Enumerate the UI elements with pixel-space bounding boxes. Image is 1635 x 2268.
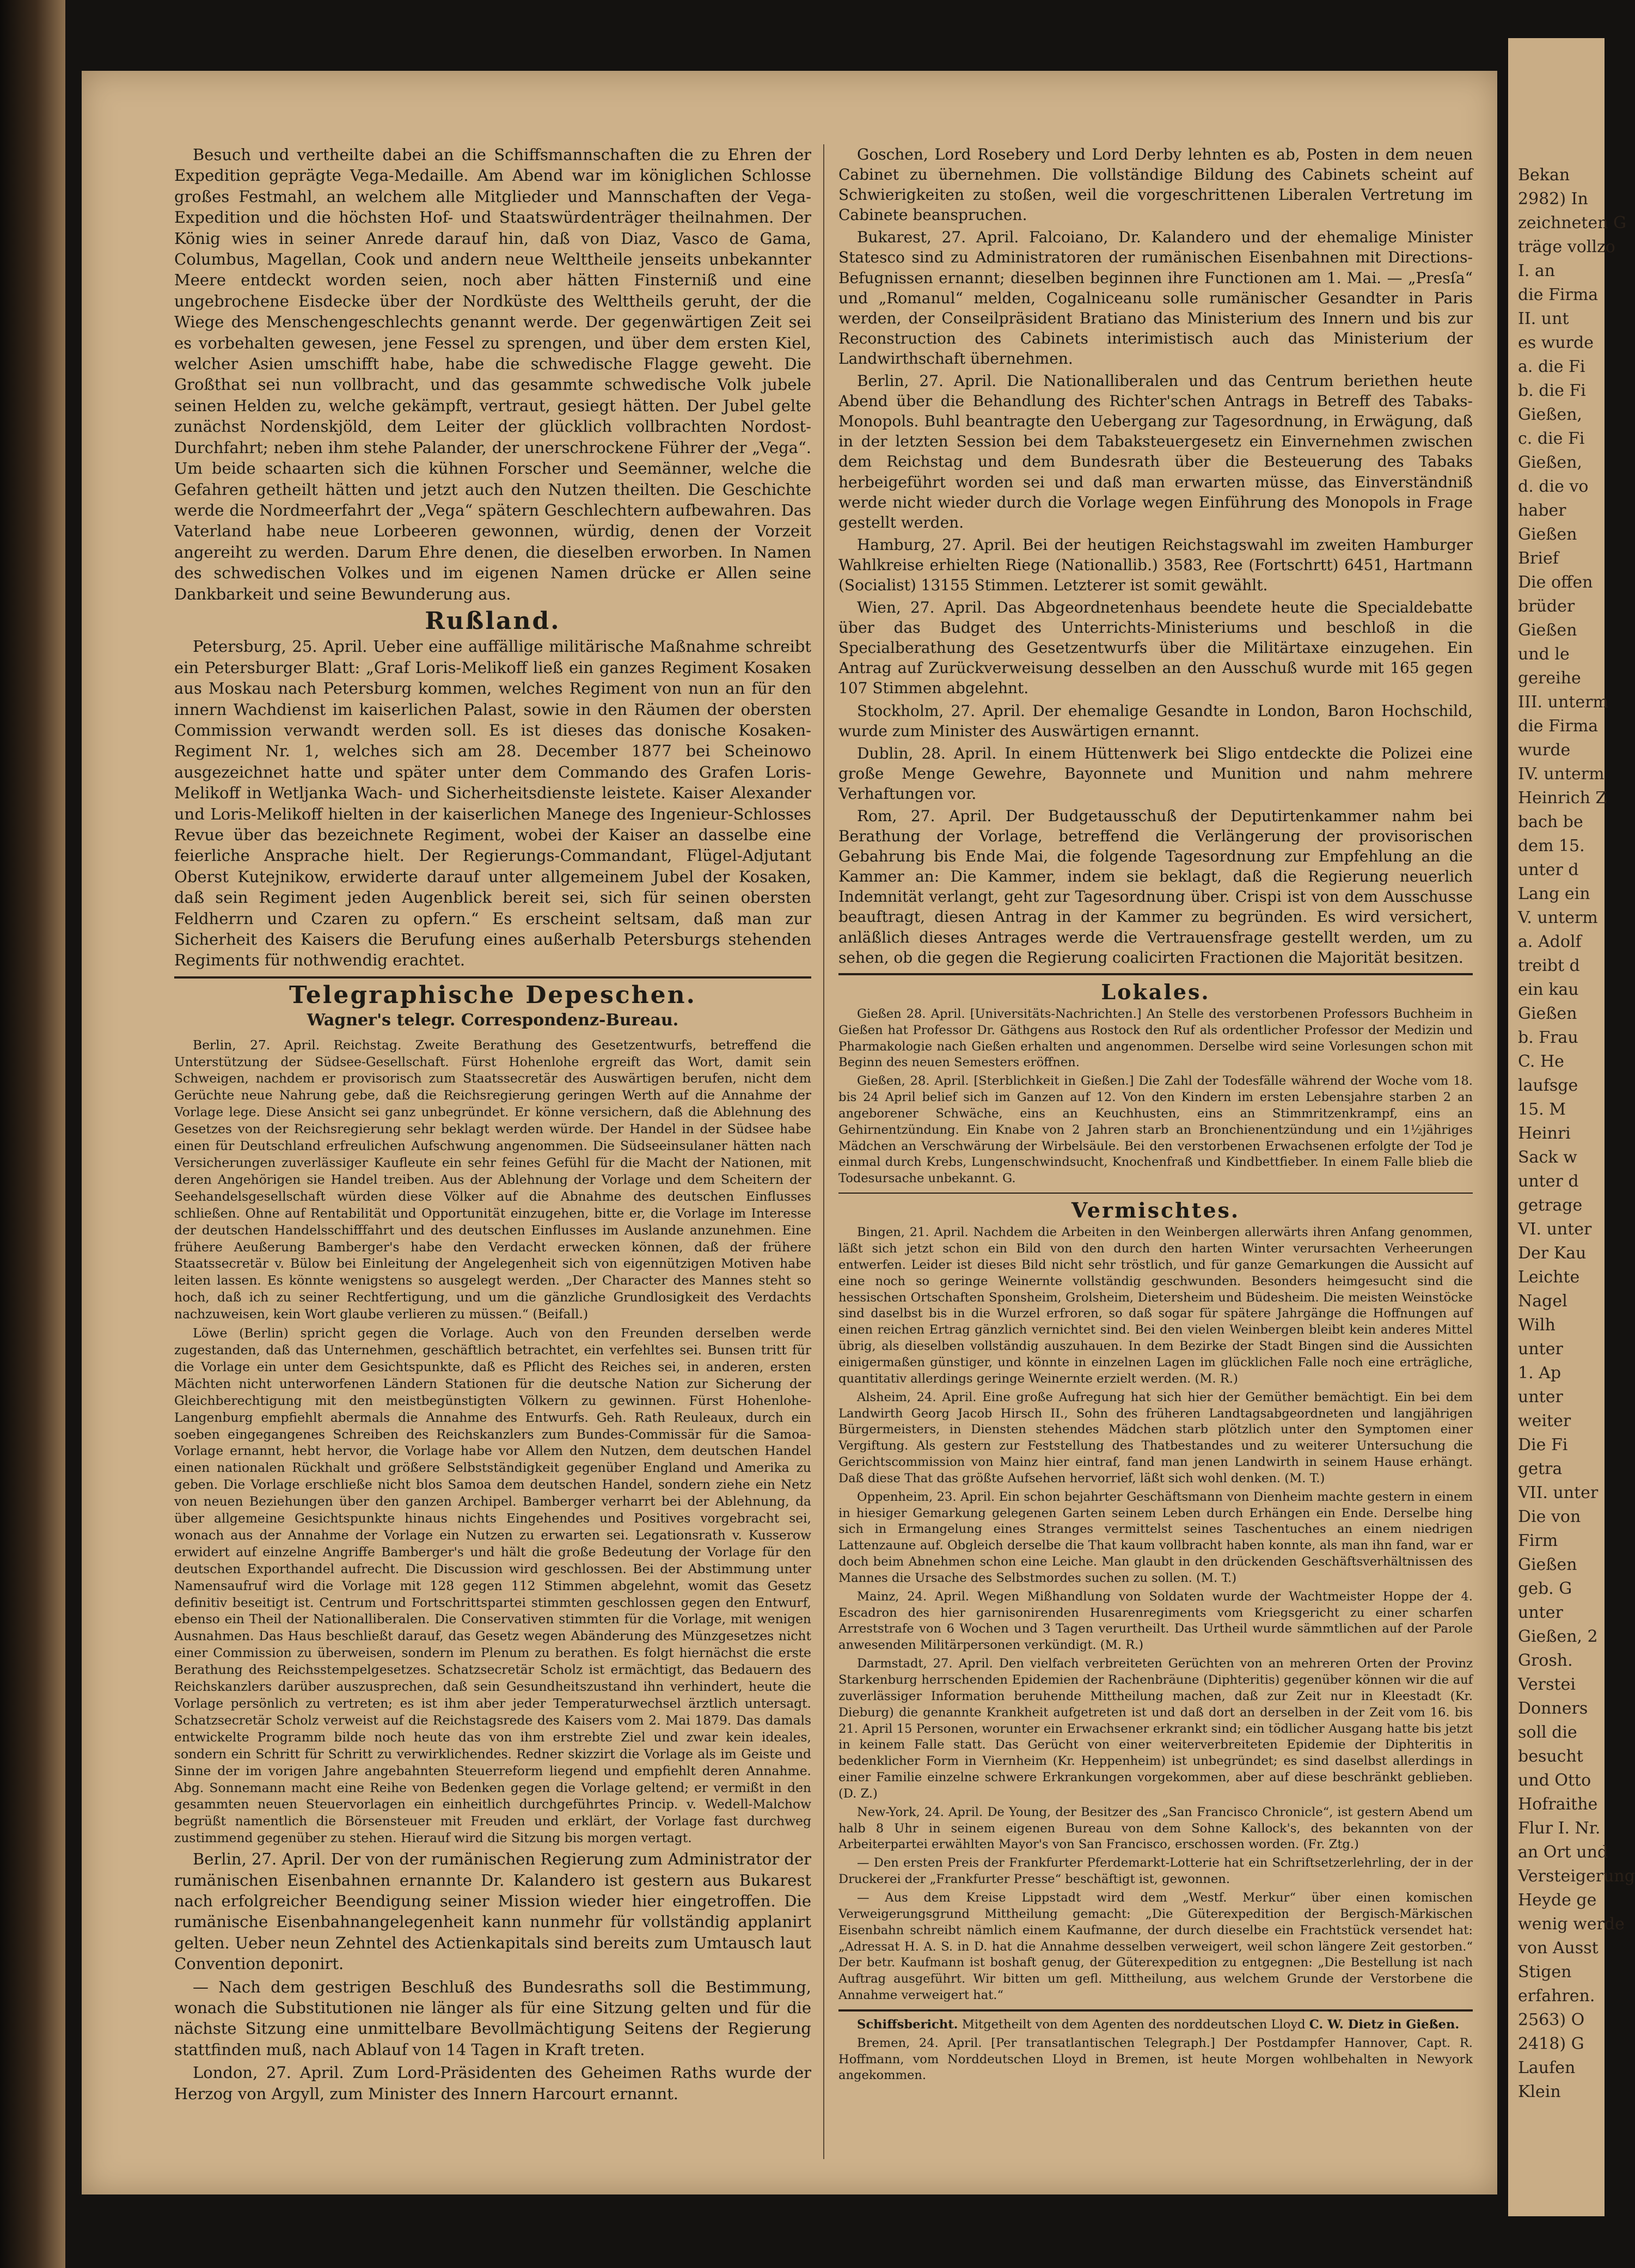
adjacent-page-line: Nagel	[1518, 1292, 1567, 1311]
dispatch-item: Rom, 27. April. Der Budgetausschuß der Deputirtenkammer nahm bei Berathung der Vorlage, betreffend die Verlängerung der provisorischen Gebahrung bis Ende Mai, die folgende Tagesordnung zur Empfehlung an die Kammer an: Die Kammer, indem sie beklagt, daß die Regierung neuerlich Indemnität verlangt, geht zur Tagesordnung über. Crispi ist von dem Ausschusse beauftragt, diesen Antrag in der Kammer zu begründen. Es wird versichert, anläßlich dieses Antrages werde die Vertrauensfrage gestellt werden, um zu sehen, ob die gegen die Regierung coalicirten Fractionen die Majorität besitzen.	[838, 807, 1473, 967]
adjacent-page-line: VII. unter	[1518, 1483, 1599, 1502]
adjacent-page-line: geb. G	[1518, 1579, 1572, 1598]
adjacent-page-line: unter	[1518, 1387, 1563, 1407]
adjacent-page-line: b. Frau	[1518, 1028, 1578, 1047]
adjacent-page-line: Heyde ge	[1518, 1891, 1597, 1910]
adjacent-page-line: III. unterm	[1518, 693, 1608, 712]
dispatch-item: Berlin, 27. April. Reichstag. Zweite Berathung des Gesetzentwurfs, betreffend die Unterstützung der Südsee-Gesellschaft. Fürst Hohenlohe ergreift das Wort, damit sein Schweigen, nachdem er provisorisch zum Staatssecretär des Auswärtigen berufen, nicht dem Gerüchte neue Nahrung gebe, daß die Reichsregierung geringen Werth auf die Annahme der Vorlage lege. Diese Ansicht sei ganz unbegründet. Er könne versichern, daß die Ablehnung des Gesetzes von der Reichsregierung sehr beklagt werden würde. Der Handel in der Südsee habe einen für Deutschland erfreulichen Aufschwung angenommen. Die Südseeinsulaner hätten nach Versicherungen zuverlässiger Kaufleute ein sehr feines Gefühl für die Macht der Nationen, mit deren Angehörigen sie Handel treiben. Aus der Ablehnung der Vorlage und dem Scheitern der Seehandelsgesellschaft würden diese Völker auf die Abnahme des deutschen Einflusses schließen. Ohne auf Rentabilität und Opportunität einzugehen, bitte er, die Vorlage im Interesse der deutschen Handelsschifffahrt und des deutschen Einflusses im Auslande anzunehmen. Eine frühere Aeußerung Bamberger's habe den Verdacht erwecken können, daß der frühere Staatssecretär v. Bülow bei Einleitung der Angelegenheit sich von eigennützigen Motiven habe leiten lassen. Es könnte wenigstens so ausgelegt werden. „Der Character des Mannes steht so hoch, daß ich zu seiner Rechtfertigung, und um die gänzliche Grundlosigkeit des Verdachts nachzuweisen, kein Wort glaube verlieren zu müssen.“ (Beifall.)	[174, 1037, 811, 1322]
petersburg-article: Petersburg, 25. April. Ueber eine auffällige militärische Maßnahme schreibt ein Petersburger Blatt: „Graf Loris-Melikoff ließ ein ganzes Regiment Kosaken aus Moskau nach Petersburg kommen, welches Regiment von nun an für den innern Wachdienst im kaiserlichen Palast, sowie in den Räumen der obersten Commission verwandt werden soll. Es ist dieses das donische Kosaken-Regiment Nr. 1, welches sich am 28. December 1877 bei Scheinowo ausgezeichnet hatte und später unter dem Commando des Grafen Loris-Melikoff in Wetljanka Wach- und Sicherheitsdienste leistete. Kaiser Alexander und Loris-Melikoff hielten in der kaiserlichen Manege des Ingenieur-Schlosses Revue über das bezeichnete Regiment, wobei der Kaiser an dasselbe eine feierliche Ansprache hielt. Der Regierungs-Commandant, Flügel-Adjutant Oberst Kutejnikow, erwiderte darauf unter allgemeinem Jubel der Kosaken, daß sein Regiment jeden Augenblick bereit sei, sich für seinen obersten Feldherrn und Czaren zu opfern.“ Es erscheint seltsam, daß man zur Sicherheit des Kaisers die Berufung eines außerhalb Petersburgs stehenden Regiments für nothwendig erachtet.	[174, 637, 811, 970]
adjacent-page-line: bach be	[1518, 812, 1583, 832]
adjacent-page-line: 2418) G	[1518, 2034, 1584, 2053]
adjacent-page-line: Die Fi	[1518, 1435, 1568, 1454]
adjacent-page-line: unter	[1518, 1340, 1563, 1359]
adjacent-page-line: Heinrich Z	[1518, 788, 1607, 808]
vermischtes-heading: Vermischtes.	[1071, 1198, 1240, 1223]
adjacent-page-line: getrage	[1518, 1196, 1583, 1215]
russia-heading: Rußland.	[425, 607, 561, 635]
adjacent-page-line: Der Kau	[1518, 1244, 1587, 1263]
adjacent-page-line: a. Adolf	[1518, 932, 1582, 951]
adjacent-page-line: Wilh	[1518, 1316, 1556, 1335]
vermischtes-item: Mainz, 24. April. Wegen Mißhandlung von Soldaten wurde der Wachtmeister Hoppe der 4. Escadron des hier garnisonirenden Husarenregiments vom Kriegsgericht zu einer scharfen Arreststrafe von 6 Wochen und 3 Tagen verurtheilt. Das Urtheil wurde sämmtlichen auf der Parole anwesenden Militärpersonen verkündigt. (M. R.)	[838, 1589, 1473, 1653]
adjacent-page-line: Leichte	[1518, 1268, 1580, 1287]
adjacent-page-line: unter d	[1518, 1172, 1579, 1191]
adjacent-page-line: 15. M	[1518, 1100, 1566, 1119]
dispatch-item: Stockholm, 27. April. Der ehemalige Gesandte in London, Baron Hochschild, wurde zum Minister des Auswärtigen ernannt.	[838, 701, 1473, 740]
adjacent-page-line: Bekan	[1518, 166, 1570, 185]
adjacent-page-line: b. die Fi	[1518, 381, 1586, 400]
adjacent-page-line: an Ort und	[1518, 1843, 1608, 1862]
adjacent-page-line: erfahren.	[1518, 1986, 1595, 2006]
shipping-intro: Mitgetheilt von dem Agenten des norddeutschen Lloyd	[962, 2017, 1306, 2032]
adjacent-page-line: Sack w	[1518, 1148, 1577, 1167]
dispatch-item: Berlin, 27. April. Der von der rumänischen Regierung zum Administrator der rumänischen Eisenbahnen ernannte Dr. Kalandero ist gestern aus Bukarest nach erfolgreicher Beendigung seiner Mission wieder hier eingetroffen. Die rumänische Eisenbahnangelegenheit kann nunmehr für vollständig applanirt gelten. Ueber neun Zehntel des Actienkapitals sind bereits zum Umtausch laut Convention deponirt.	[174, 1850, 811, 1973]
dispatch-item: Bukarest, 27. April. Falcoiano, Dr. Kalandero und der ehemalige Minister Statesco sind zu Administratoren der rumänischen Eisenbahnen mit Directions-Befugnissen ernannt; dieselben beginnen ihre Functionen am 1. Mai. — „Presſa“ und „Romanul“ melden, Cogalniceanu solle rumänischer Gesandter in Paris werden, der Conseilpräsident Bratiano das Ministerium des Innern und bis zur Reconstruction des Cabinets interimistisch auch das Ministerium der Landwirthschaft übernehmen.	[838, 228, 1473, 368]
adjacent-page-line: es wurde	[1518, 333, 1594, 352]
adjacent-page-line: getra	[1518, 1459, 1563, 1478]
telegraph-dispatches	[174, 1037, 811, 1847]
section-rule	[838, 1193, 1473, 1194]
vermischtes-item: Bingen, 21. April. Nachdem die Arbeiten in den Weinbergen allerwärts ihren Anfang genommen, läßt sich jetzt schon ein Bild von den durch den harten Winter verursachten Verheerungen entwerfen. Leider ist dieses Bild nicht sehr tröstlich, und für ganze Gemarkungen die Aussicht auf eine noch so geringe Weinernte vollständig geschwunden. Besonders heimgesucht sind die hessischen Ortschaften Sponsheim, Grolsheim, Dietersheim und Büdesheim. Die meisten Weinstöcke sind daselbst bis in die Wurzel erfroren, so daß sogar für spätere Jahrgänge die Hoffnungen auf einen reichen Ertrag gänzlich vernichtet sind. Bei den vielen Weinbergen bleibt kein anderes Mittel übrig, als dieselben vollständig auszuhauen. In dem Bezirke der Stadt Bingen sind die Aussichten einigermaßen günstiger, und könnte in einzelnen Lagen im glücklichen Falle noch eine erträgliche, quantitativ allerdings geringe Weinernte erzielt werden. (M. R.)	[838, 1225, 1473, 1386]
lokales-section	[838, 1006, 1473, 1187]
section-rule	[174, 976, 811, 979]
adjacent-page-line: und Otto	[1518, 1771, 1591, 1790]
adjacent-page-line: gereihe	[1518, 669, 1581, 688]
adjacent-page-line: brüder	[1518, 597, 1575, 616]
adjacent-page-line: IV. unterm	[1518, 765, 1605, 784]
adjacent-page-line: Die von	[1518, 1507, 1581, 1526]
adjacent-page-line: 2982) In	[1518, 189, 1588, 209]
shipping-heading: Schiffsbericht.	[857, 2017, 958, 2032]
adjacent-page-line: Versteigerung	[1518, 1867, 1635, 1886]
shipping-text: Bremen, 24. April. [Per transatlantischen Telegraph.] Der Postdampfer Hannover, Capt. R. Hoffmann, vom Norddeutschen Lloyd in Bremen, ist heute Morgen wohlbehalten in Newyork angekommen.	[838, 2035, 1473, 2083]
column-divider	[823, 144, 824, 2159]
adjacent-page-line: von Ausst	[1518, 1939, 1599, 1958]
adjacent-page-line: Gießen,	[1518, 453, 1582, 472]
adjacent-page-line: 1. Ap	[1518, 1364, 1561, 1383]
dispatch-item: Löwe (Berlin) spricht gegen die Vorlage. Auch von den Freunden derselben werde zugestanden, daß das Unternehmen, geschäftlich betrachtet, ein verfehltes sei. Bunsen tritt für die Vorlage ein unter dem Gesichtspunkte, daß es Pflicht des Reiches sei, in anderen, ersten Mächten nicht unterworfenen Ländern Stationen für die deutsche Nation zur Sicherung der Gleichberechtigung mit den meistbegünstigten Völkern zu gewinnen. Fürst Hohenlohe-Langenburg empfiehlt abermals die Annahme des Entwurfs. Geh. Rath Reuleaux, durch ein soeben eingegangenes Schreiben des Reichskanzlers zum Bundes-Commissär für die Samoa-Vorlage ernannt, hebt hervor, die Vorlage habe vor Allem den Nutzen, dem deutschen Handel einen nationalen Rückhalt und größere Selbstständigkeit gegenüber England und Amerika zu geben. Die Vorlage erschließe nicht blos Samoa dem deutschen Handel, sondern ziehe ein Netz von neuen Beziehungen über den ganzen Archipel. Bamberger verharrt bei der Ablehnung, da über allgemeine Gesichtspunkte hinaus nichts Eingehendes und Positives vorgebracht sei, wonach aus der Annahme der Vorlage ein Nutzen zu erwarten sei. Legationsrath v. Kusserow erwidert auf einzelne Angriffe Bamberger's und hält die große Bedeutung der Vorlage für den deutschen Exporthandel aufrecht. Die Discussion wird geschlossen. Bei der Abstimmung unter Namensaufruf wird die Vorlage mit 128 gegen 112 Stimmen abgelehnt, womit das Gesetz definitiv beseitigt ist. Centrum und Fortschrittspartei stimmten geschlossen gegen den Entwurf, ebenso ein Theil der Nationalliberalen. Die Conservativen stimmten für die Vorlage, mit wenigen Ausnahmen. Das Haus beschließt darauf, das Gesetz wegen Abänderung des Münzgesetzes nicht einer Commission zu überweisen, sondern im Plenum zu berathen. Es folgt hiernächst die erste Berathung des Reichsstempelgesetzes. Schatzsecretär Scholz ist ermächtigt, das Bedauern des Reichskanzlers darüber auszusprechen, daß sein Gesundheitszustand ihn verhindert, heute die Vorlage persönlich zu vertreten; es ist ihm aber jeder Temperaturwechsel ärztlich untersagt. Schatzsecretär Scholz verweist auf die Reichstagsrede des Kaisers vom 2. Mai 1879. Das damals entwickelte Programm bilde noch heute das von ihm erstrebte Ziel und zwar kein ideales, sondern ein Schritt für Schritt zu verwirklichendes. Redner skizzirt die Vorlage als im Geiste und Sinne der im vorigen Jahre angebahnten Steuerreform liegend und empfiehlt deren Annahme. Abg. Sonnemann macht eine Reihe von Bedenken gegen die Vorlage geltend; er vermißt in den gesammten neuen Steuervorlagen ein einheitlich durchgeführtes Princip. v. Wedell-Malchow begrüßt namentlich die Börsensteuer mit Freuden und erklärt, der Vorlage fast durchweg zustimmend gegenüber zu stehen. Hierauf wird die Sitzung bis morgen vertagt.	[174, 1325, 811, 1846]
adjacent-page-line: träge vollzo	[1518, 237, 1615, 256]
vega-expedition-article: Besuch und vertheilte dabei an die Schiffsmannschaften die zu Ehren der Expedition geprägte Vega-Medaille. Am Abend war im königlichen Schlosse großes Festmahl, an welchem alle Mitglieder und Mannschaften der Vega-Expedition und die höchsten Hof- und Staatswürdenträger theilnahmen. Der König wies in seiner Anrede darauf hin, daß von Diaz, Vasco de Gama, Columbus, Magellan, Cook und andern neue Welttheile jenseits unbekannter Meere entdeckt worden seien, noch aber hätten Finsterniß und eine ungebrochene Eisdecke über der Nordküste des Welttheils geruht, der die Wiege des Menschengeschlechts genannt werde. Der gegenwärtigen Zeit sei es vorbehalten gewesen, jene Fessel zu sprengen, und über dem ersten Kiel, welcher Asien umschifft habe, habe die schwedische Flagge geweht. Die Großthat sei nun vollbracht, und das gesammte schwedische Volk jubele seinen Helden zu, welche gekämpft, vertraut, gesiegt hätten. Der Jubel gelte zunächst Nordenskjöld, dem Leiter der glücklich vollbrachten Nordost-Durchfahrt; neben ihm stehe Palander, der unerschrockene Führer der „Vega“. Um beide schaarten sich die kühnen Forscher und Seemänner, welche die Gefahren getheilt hätten und jetzt auch den Nutzen theilten. Die Geschichte werde die Nordmeerfahrt der „Vega“ spätern Geschlechtern aufbewahren. Das Vaterland habe neue Lorbeeren gewonnen, würdig, denen der Vorzeit angereiht zu werden. Darum Ehre denen, die dieselben erworben. In Namen des schwedischen Volkes und im eigenen Namen drücke er Allen seine Dankbarkeit und seine Bewunderung aus.	[174, 145, 811, 603]
adjacent-page-line: Gießen	[1518, 1555, 1577, 1574]
adjacent-page-line: ein kau	[1518, 980, 1579, 999]
adjacent-page-line: Lang ein	[1518, 884, 1590, 903]
dispatch-item: — Nach dem gestrigen Beschluß des Bundesraths soll die Bestimmung, wonach die Substitutionen nie länger als für eine Sitzung gelten und für die nächste Sitzung eine unmittelbare Bevollmächtigung Seitens der Regierung stattfinden muß, nach Ablauf von 14 Tagen in Kraft treten.	[174, 1977, 811, 2059]
vermischtes-item: Darmstadt, 27. April. Den vielfach verbreiteten Gerüchten von an mehreren Orten der Provinz Starkenburg herrschenden Epidemien der Rachenbräune (Diphteritis) gegenüber können wir die auf zuverlässiger Information beruhende Mittheilung machen, daß zur Zeit nur in Kleestadt (Kr. Dieburg) die genannte Krankheit aufgetreten ist und daß dort an derselben in der Zeit vom 16. bis 21. April 15 Personen, worunter ein Erwachsener erkrankt sind; ein tödlicher Ausgang hatte bis jetzt in keinem Falle statt. Das Gerücht von einer weiterverbreiteten Epidemie der Diphteritis in bedenklicher Form in Viernheim (Kr. Heppenheim) ist unbegründet; es sind daselbst allerdings in einer Familie einzelne schwere Erkrankungen vorgekommen, aber auf diese beschränkt geblieben. (D. Z.)	[838, 1656, 1473, 1801]
adjacent-page-line: Laufen	[1518, 2058, 1576, 2077]
telegraph-subheading: Wagner's telegr. Correspondenz-Bureau.	[307, 1011, 679, 1030]
book-spine	[0, 0, 65, 2268]
lokales-item: Gießen, 28. April. [Sterblichkeit in Gießen.] Die Zahl der Todesfälle während der Woche vom 18. bis 24 April belief sich im Ganzen auf 12. Von den Kindern im ersten Lebensjahre starben 2 an angeborener Schwäche, eins an Keuchhusten, eins an Stimmritzenkrampf, eins an Gehirnentzündung. Ein Knabe von 2 Jahren starb an Bronchienentzündung und ein 1½jähriges Mädchen an Verschwärung der Wirbelsäule. Bei den verstorbenen Erwachsenen erfolgte der Tod je einmal durch Krebs, Lungenschwindsucht, Knochenfraß und Kindbettfieber. In einem Falle blieb die Todesursache unbekannt. G.	[838, 1074, 1473, 1186]
right-column	[838, 144, 1473, 2086]
adjacent-page-line: Donners	[1518, 1699, 1588, 1718]
adjacent-page-line: Heinri	[1518, 1124, 1571, 1143]
adjacent-page-line: Stigen	[1518, 1963, 1572, 1982]
adjacent-page-line: die Firma	[1518, 717, 1599, 736]
adjacent-page-line: Flur I. Nr.	[1518, 1819, 1601, 1838]
adjacent-page-line: VI. unter	[1518, 1220, 1592, 1239]
adjacent-page-line: und le	[1518, 645, 1570, 664]
vermischtes-item: — Aus dem Kreise Lippstadt wird dem „Westf. Merkur“ über einen komischen Verweigerungsgrund Mittheilung gemacht: „Die Güterexpedition der Bergisch-Märkischen Eisenbahn schreibt nämlich einem Kaufmanne, der durch dieselbe ein Frachtstück versendet hat: „Adressat H. A. S. in D. hat die Annahme desselben verweigert, weil schon längere Zeit gestorben.“ Der betr. Kaufmann ist boshaft genug, der Güterexpedition zu entgegnen: „Die Bestellung ist nach Auftrag ausgeführt. Wir bitten um gefl. Mittheilung, aus welchem Grunde der Verstorbene die Annahme verweigert hat.“	[838, 1890, 1473, 2003]
dispatch-item: Goschen, Lord Rosebery und Lord Derby lehnten es ab, Posten in dem neuen Cabinet zu übernehmen. Die vollständige Bildung des Cabinets scheint auf Schwierigkeiten zu stoßen, weil die vorgeschrittenen Liberalen Vertretung im Cabinete beanspruchen.	[838, 145, 1473, 224]
adjacent-page-line: treibt d	[1518, 956, 1580, 975]
adjacent-page-line: weiter	[1518, 1411, 1571, 1431]
vermischtes-item: Oppenheim, 23. April. Ein schon bejahrter Geschäftsmann von Dienheim machte gestern in einem in hiesiger Gemarkung gelegenen Garten seinem Leben durch Erhängen ein Ende. Derselbe hing sich in Ermangelung eines Stranges vermittelst seines Taschentuches an einem niedrigen Lattenzaune auf. Obgleich derselbe die That kaum vollbracht haben konnte, als man ihn fand, war er doch beim Abnehmen schon eine Leiche. Man glaubt in den drückenden Geschäftsverhältnissen des Mannes die Ursache des Selbstmordes suchen zu sollen. (M. T.)	[838, 1489, 1473, 1585]
adjacent-page-line: dem 15.	[1518, 836, 1585, 855]
adjacent-page-line: d. die vo	[1518, 477, 1589, 496]
left-column	[174, 144, 811, 2106]
adjacent-page-line: unter d	[1518, 860, 1579, 879]
dispatch-item: Wien, 27. April. Das Abgeordnetenhaus beendete heute die Specialdebatte über das Budget des Unterrichts-Ministeriums und beschloß in die Specialberathung des Gesetzentwurfs über die Militärtaxe einzugehen. Ein Antrag auf Zurückverweisung desselben an den Ausschuß wurde mit 165 gegen 107 Stimmen abgelehnt.	[838, 598, 1473, 698]
adjacent-page-line: Die offen	[1518, 573, 1593, 592]
adjacent-page-line: c. die Fi	[1518, 429, 1585, 448]
adjacent-page-line: V. unterm	[1518, 908, 1598, 927]
telegraph-heading: Telegraphische Depeschen.	[289, 981, 696, 1009]
adjacent-page-line: II. unt	[1518, 309, 1569, 328]
adjacent-page-line: a. die Fi	[1518, 357, 1585, 376]
adjacent-page-line: haber	[1518, 501, 1566, 520]
shipping-agent: C. W. Dietz in Gießen.	[1309, 2017, 1460, 2032]
vermischtes-item: — Den ersten Preis der Frankfurter Pferdemarkt-Lotterie hat ein Schriftsetzerlehrling, der in der Druckerei der „Frankfurter Presse“ beschäftigt ist, gewonnen.	[838, 1856, 1473, 1887]
adjacent-page-line: Klein	[1518, 2082, 1561, 2101]
dispatch-item: London, 27. April. Zum Lord-Präsidenten des Geheimen Raths wurde der Herzog von Argyll, zum Minister des Innern Harcourt ernannt.	[174, 2063, 811, 2103]
adjacent-page-line: besucht	[1518, 1747, 1583, 1766]
dispatch-item: Hamburg, 27. April. Bei der heutigen Reichstagswahl im zweiten Hamburger Wahlkreise erhielten Riege (Nationallib.) 3583, Ree (Fortschrtt) 6451, Hartmann (Socialist) 13155 Stimmen. Letzterer ist somit gewählt.	[838, 535, 1473, 594]
adjacent-page-line: Gießen,	[1518, 405, 1582, 424]
adjacent-page-line: laufsge	[1518, 1076, 1578, 1095]
section-rule	[838, 973, 1473, 975]
adjacent-page-line: Firm	[1518, 1531, 1558, 1550]
lokales-heading: Lokales.	[1101, 979, 1210, 1004]
adjacent-page-line: Gießen	[1518, 621, 1577, 640]
adjacent-page-line: Gießen	[1518, 1004, 1577, 1023]
vermischtes-item: Alsheim, 24. April. Eine große Aufregung hat sich hier der Gemüther bemächtigt. Ein bei dem Landwirth Georg Jacob Hirsch II., Sohn des früheren Landtagsabgeordneten und langjährigen Bürgermeisters, in Diensten stehendes Mädchen starb plötzlich unter den Symptomen einer Vergiftung. Als gestern zur Feststellung des Thatbestandes und zu weiterer Untersuchung die Gerichtscommission von Mainz hier eintraf, fand man jenen Landwirth in seinem Hause erhängt. Daß diese That das größte Aufsehen hervorrief, läßt sich wohl denken. (M. T.)	[838, 1390, 1473, 1485]
adjacent-page-line: unter	[1518, 1603, 1563, 1622]
vermischtes-item: New-York, 24. April. De Young, der Besitzer des „San Francisco Chronicle“, ist gestern Abend um halb 8 Uhr in seinem eigenen Bureau von dem Sohne Kallock's, des bekannten von der Arbeiterpartei erwählten Mayor's von San Francisco, erschossen worden. (Fr. Ztg.)	[838, 1805, 1473, 1852]
section-rule	[838, 2009, 1473, 2012]
adjacent-page-line: zeichneten G	[1518, 213, 1626, 233]
adjacent-page-line: Grosh.	[1518, 1651, 1573, 1670]
shipping-report	[838, 2017, 1473, 2084]
adjacent-page-line: Gießen, 2	[1518, 1627, 1598, 1646]
adjacent-page-line: I. an	[1518, 261, 1556, 280]
adjacent-page-line: soll die	[1518, 1723, 1577, 1742]
adjacent-page-line: Hofraithe	[1518, 1795, 1598, 1814]
adjacent-page-line: wurde	[1518, 741, 1571, 760]
dispatch-item: Berlin, 27. April. Die Nationalliberalen und das Centrum beriethen heute Abend über die Behandlung des Richter'schen Antrags in Betreff des Tabaks-Monopols. Buhl beantragte den Uebergang zur Tagesordnung, in Erwägung, daß in der letzten Session bei dem Tabaksteuergesetz ein Einvernehmen zwischen dem Reichstag und dem Bundesrath über die Besteuerung des Tabaks herbeigeführt worden sei und daß man erwarten müsse, das Einverständniß werde nicht wieder durch die Vorlage wegen Einführung des Monopols in Frage gestellt werden.	[838, 372, 1473, 531]
adjacent-page-line: C. He	[1518, 1052, 1564, 1071]
lokales-item: Gießen 28. April. [Universitäts-Nachrichten.] An Stelle des verstorbenen Professors Buchheim in Gießen hat Professor Dr. Gäthgens aus Rostock den Ruf als ordentlicher Professor der Medizin und Pharmakologie nach Gießen erhalten und angenommen. Derselbe wird seine Vorlesungen schon mit Beginn des neuen Semesters eröffnen.	[838, 1006, 1473, 1070]
adjacent-page-line: Gießen	[1518, 525, 1577, 544]
dispatch-item: Dublin, 28. April. In einem Hüttenwerk bei Sligo entdeckte die Polizei eine große Menge Gewehre, Bayonnete und Munition und nahm mehrere Verhaftungen vor.	[838, 744, 1473, 803]
vermischtes-section	[838, 1225, 1473, 2004]
adjacent-page-fragment	[1508, 38, 1635, 2216]
adjacent-page-line: Brief	[1518, 549, 1559, 568]
adjacent-page-line: die Firma	[1518, 285, 1599, 304]
adjacent-page-line: wenig werde	[1518, 1915, 1625, 1934]
adjacent-page-line: 2563) O	[1518, 2010, 1585, 2029]
adjacent-page-line: Verstei	[1518, 1675, 1576, 1694]
